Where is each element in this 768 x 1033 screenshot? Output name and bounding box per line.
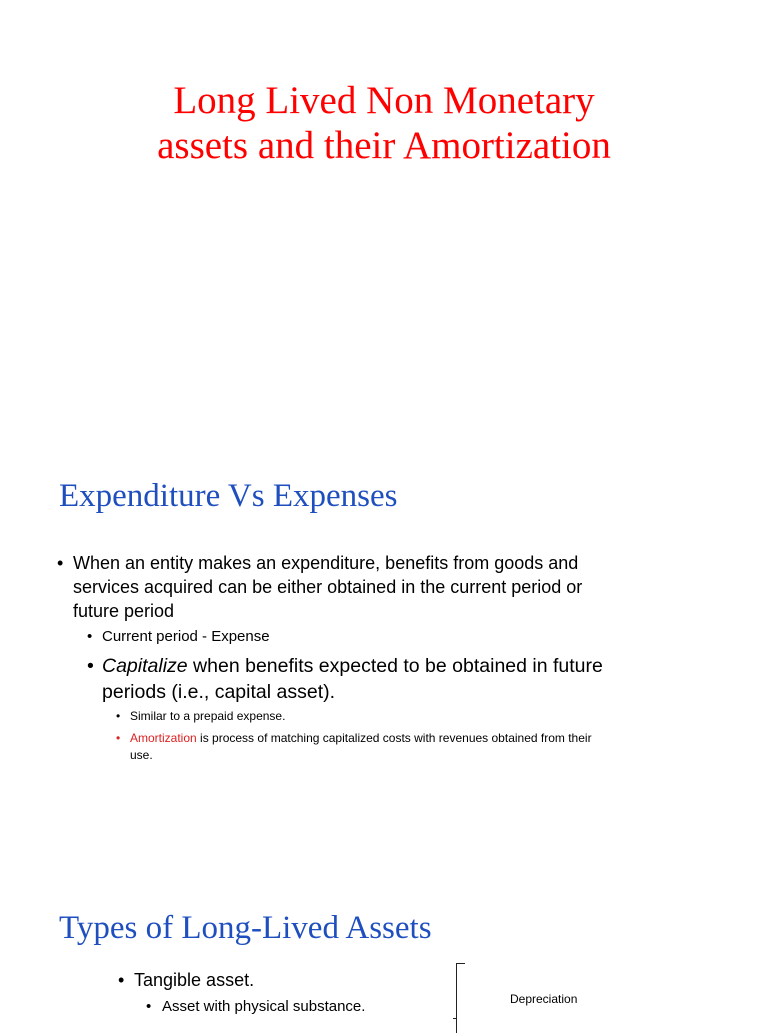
bullet-dot-icon: • — [87, 628, 93, 645]
bullet-line-rest: when benefits expected to be obtained in future — [187, 655, 603, 677]
depreciation-label: Depreciation — [510, 992, 578, 1006]
bullet-line-rest: is process of matching capitalized costs with revenues obtained from their — [196, 731, 592, 745]
bullet-dot-icon: • — [116, 731, 121, 745]
slide-title-line-1: Long Lived Non Monetary — [173, 79, 595, 122]
bullet-line: periods (i.e., capital asset). — [102, 681, 336, 703]
slide-title-line-2: assets and their Amortization — [157, 124, 611, 167]
bullet-text: Tangible asset. — [134, 970, 255, 990]
bullet-line: future period — [73, 601, 175, 621]
bullet-line: services acquired can be either obtained in the current period or — [73, 577, 583, 597]
bullet-text — [57, 551, 582, 623]
bullet-entity-expenditure — [57, 551, 582, 623]
bullet-capitalize — [87, 653, 603, 705]
bullet-dot-icon: • — [87, 655, 94, 677]
slide-title — [0, 78, 768, 168]
bullet-text: Current period - Expense — [102, 628, 270, 645]
section-heading-expenditure: Expenditure Vs Expenses — [59, 478, 398, 514]
section-heading-types: Types of Long-Lived Assets — [59, 910, 432, 946]
bullet-dot-icon: • — [57, 553, 64, 573]
bullet-current-period — [87, 627, 270, 647]
bullet-text: Similar to a prepaid expense. — [130, 709, 286, 723]
bullet-text — [87, 653, 603, 705]
bullet-line: use. — [130, 748, 153, 762]
bullet-text: Asset with physical substance. — [162, 998, 366, 1015]
bullet-tangible-asset — [118, 968, 254, 992]
bullet-amortization — [116, 730, 592, 764]
bullet-dot-icon: • — [118, 970, 125, 990]
capitalize-emphasis: Capitalize — [102, 655, 188, 677]
bullet-prepaid — [116, 708, 285, 724]
bullet-dot-icon: • — [146, 998, 152, 1015]
bullet-line — [102, 653, 603, 679]
bullet-line — [130, 730, 592, 747]
bullet-line: When an entity makes an expenditure, benefits from goods and — [73, 553, 579, 573]
bullet-dot-icon: • — [116, 709, 121, 723]
bullet-physical-substance — [146, 996, 365, 1018]
amortization-highlight: Amortization — [130, 731, 197, 745]
bullet-text — [116, 730, 592, 764]
bracket-icon — [456, 963, 467, 1033]
